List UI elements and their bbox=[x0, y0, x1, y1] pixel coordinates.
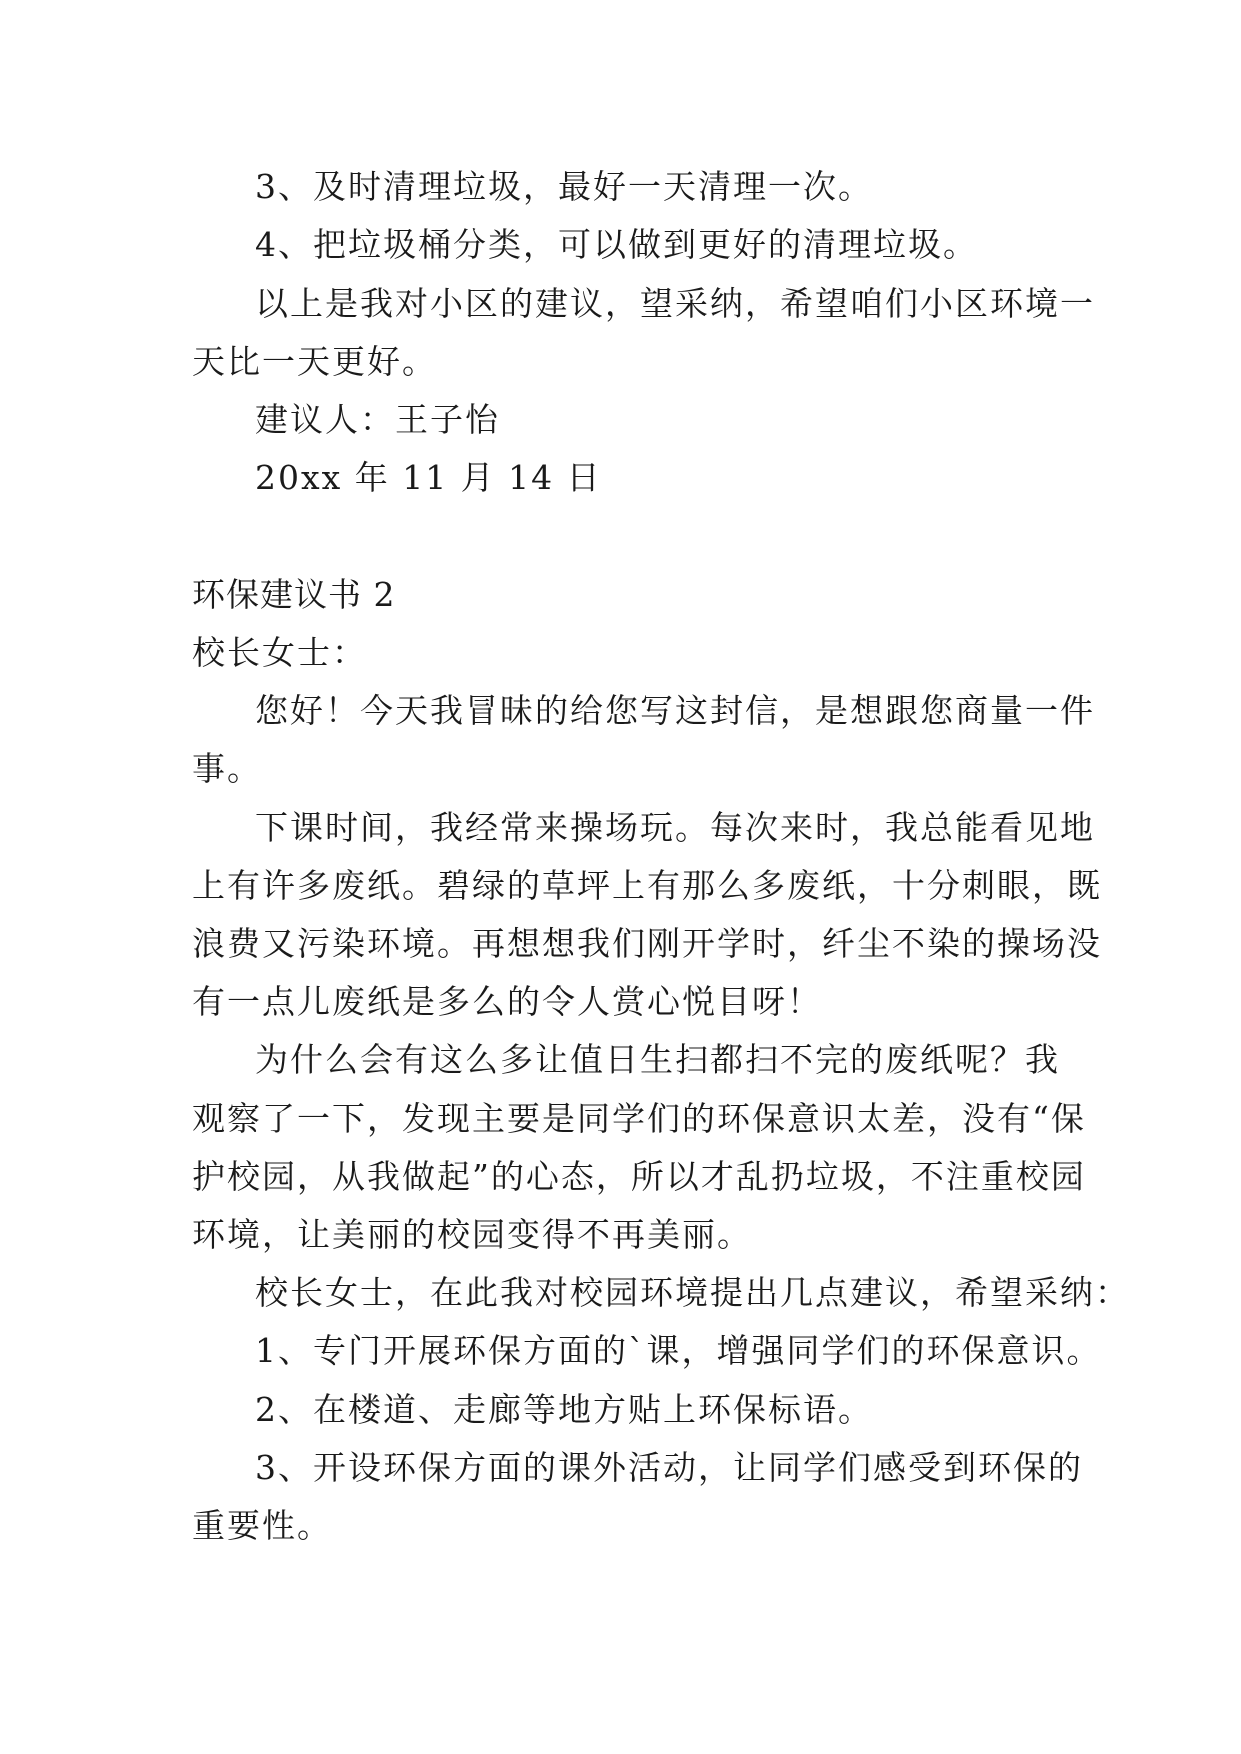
paragraph-3-line-4: 环境，让美丽的校园变得不再美丽。 bbox=[192, 1215, 752, 1254]
paragraph-3-line-1: 为什么会有这么多让值日生扫都扫不完的废纸呢？我 bbox=[255, 1040, 1060, 1079]
paragraph-2-line-4: 有一点儿废纸是多么的令人赏心悦目呀！ bbox=[192, 982, 822, 1021]
paragraph-2-line-2: 上有许多废纸。碧绿的草坪上有那么多废纸，十分刺眼，既 bbox=[192, 866, 1102, 905]
paragraph-1-line-1: 您好！今天我冒昧的给您写这封信，是想跟您商量一件 bbox=[255, 691, 1095, 730]
suggestion-3-line-1: 3、开设环保方面的课外活动，让同学们感受到环保的 bbox=[255, 1448, 1083, 1487]
salutation: 校长女士： bbox=[192, 633, 367, 672]
paragraph-2-line-1: 下课时间，我经常来操场玩。每次来时，我总能看见地 bbox=[255, 808, 1095, 847]
closing-paragraph-line-1: 以上是我对小区的建议，望采纳，希望咱们小区环境一 bbox=[255, 284, 1095, 323]
signer: 建议人：王子怡 bbox=[255, 400, 500, 439]
list-item-3: 3、及时清理垃圾，最好一天清理一次。 bbox=[255, 167, 873, 206]
paragraph-3-line-3: 护校园，从我做起”的心态，所以才乱扔垃圾，不注重校园 bbox=[192, 1157, 1086, 1196]
suggestion-2: 2、在楼道、走廊等地方贴上环保标语。 bbox=[255, 1390, 873, 1429]
suggestion-3-line-2: 重要性。 bbox=[192, 1506, 332, 1545]
paragraph-3-line-2: 观察了一下，发现主要是同学们的环保意识太差，没有“保 bbox=[192, 1099, 1086, 1138]
paragraph-2-line-3: 浪费又污染环境。再想想我们刚开学时，纤尘不染的操场没 bbox=[192, 924, 1102, 963]
paragraph-1-line-2: 事。 bbox=[192, 749, 262, 788]
list-item-4: 4、把垃圾桶分类，可以做到更好的清理垃圾。 bbox=[255, 225, 978, 264]
date: 20xx 年 11 月 14 日 bbox=[255, 458, 602, 497]
suggestion-1: 1、专门开展环保方面的`课，增强同学们的环保意识。 bbox=[255, 1331, 1102, 1370]
paragraph-4-line-1: 校长女士，在此我对校园环境提出几点建议，希望采纳： bbox=[255, 1273, 1130, 1312]
section-title: 环保建议书 2 bbox=[192, 575, 396, 614]
closing-paragraph-line-2: 天比一天更好。 bbox=[192, 342, 437, 381]
